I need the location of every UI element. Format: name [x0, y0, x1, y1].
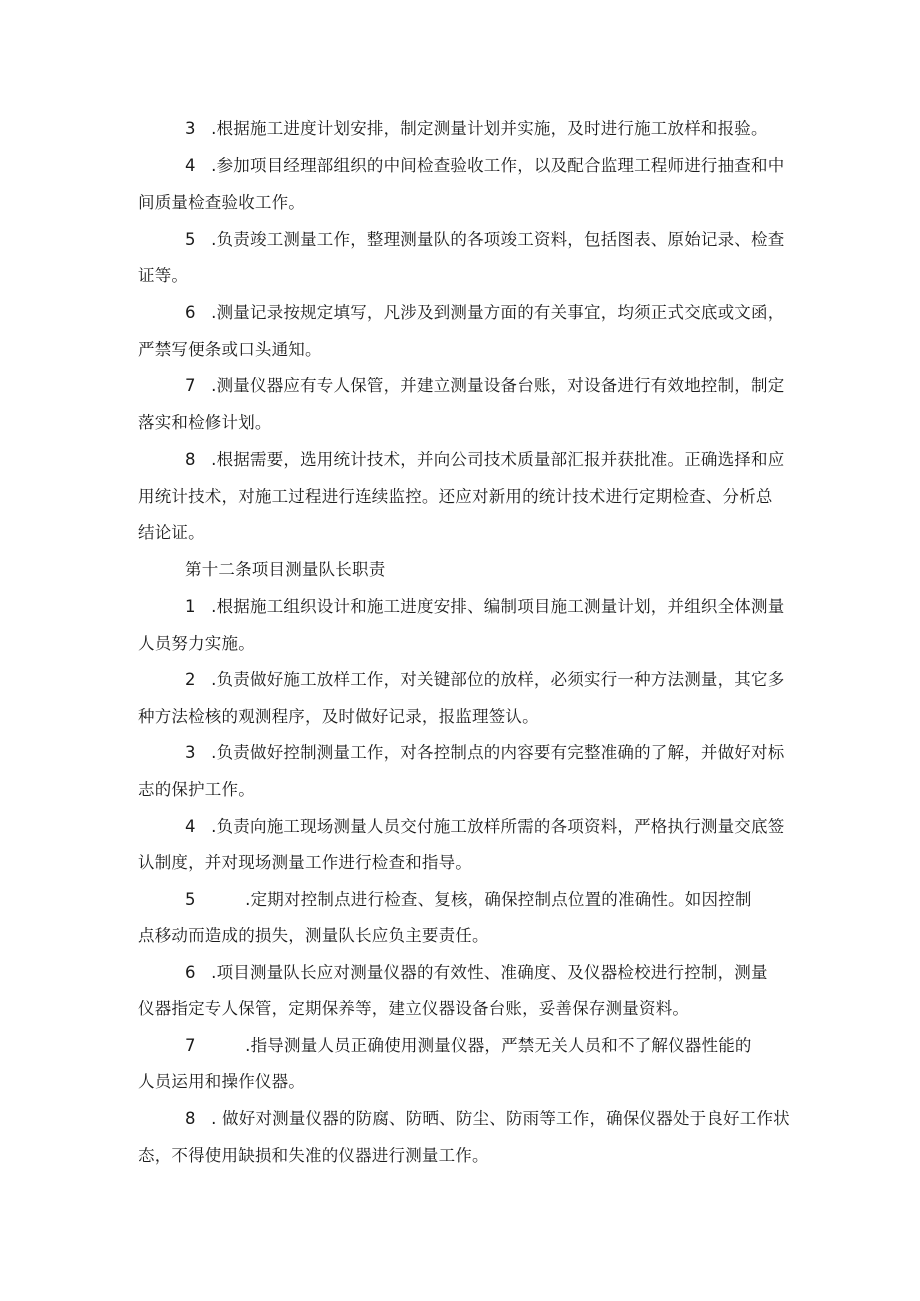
item-text: .测量仪器应有专人保管，并建立测量设备台账，对设备进行有效地控制，制定: [211, 376, 785, 395]
list-item-b3-line1: [185, 742, 784, 764]
list-item-b1-line1: [185, 596, 784, 618]
item-text: . 做好对测量仪器的防腐、防晒、防尘、防雨等工作，确保仪器处于良好工作状: [211, 1109, 790, 1128]
list-item-b3-line2: 志的保护工作。: [138, 780, 255, 799]
item-text: .根据施工进度计划安排，制定测量计划并实施，及时进行施工放样和报验。: [211, 119, 768, 138]
item-text: .负责做好控制测量工作，对各控制点的内容要有完整准确的了解，并做好对标: [211, 743, 785, 762]
item-number: 3: [185, 119, 196, 138]
item-text: .指导测量人员正确使用测量仪器，严禁无关人员和不了解仪器性能的: [245, 1036, 752, 1055]
list-item-a6-line1: [185, 302, 784, 324]
item-number: 5: [185, 890, 196, 909]
list-item-b8-line1: [185, 1108, 790, 1130]
item-number: 1: [185, 597, 196, 616]
item-text: .测量记录按规定填写，凡涉及到测量方面的有关事宜，均须正式交底或文函，: [211, 303, 785, 322]
item-number: 3: [185, 743, 196, 762]
list-item-a7-line1: [185, 375, 784, 397]
item-text: .根据施工组织设计和施工进度安排、编制项目施工测量计划，并组织全体测量: [211, 597, 785, 616]
item-number: 4: [185, 156, 196, 175]
item-text: .负责做好施工放样工作，对关键部位的放样，必须实行一种方法测量，其它多: [211, 670, 785, 689]
list-item-a6-line2: 严禁写便条或口头通知。: [138, 340, 322, 359]
item-number: 7: [185, 376, 196, 395]
list-item-b5-line1: [185, 889, 752, 911]
item-number: 6: [185, 963, 196, 982]
item-text: .项目测量队长应对测量仪器的有效性、准确度、及仪器检校进行控制，测量: [211, 963, 768, 982]
list-item-b7-line2: 人员运用和操作仪器。: [138, 1072, 305, 1091]
list-item-a7-line2: 落实和检修计划。: [138, 413, 272, 432]
list-item-b2-line2: 种方法检核的观测程序，及时做好记录，报监理签认。: [138, 707, 539, 726]
list-item-b2-line1: [185, 669, 784, 691]
list-item-a8-line2: 用统计技术，对施工过程进行连续监控。还应对新用的统计技术进行定期检查、分析总: [138, 487, 773, 506]
item-number: 2: [185, 670, 196, 689]
list-item-b5-line2: 点移动而造成的损失，测量队长应负主要责任。: [138, 926, 489, 945]
list-item-b1-line2: 人员努力实施。: [138, 634, 255, 653]
list-item-a5-line2: 证等。: [138, 266, 189, 285]
list-item-b4-line1: [185, 816, 784, 838]
list-item-b6-line2: 仪器指定专人保管，定期保养等，建立仪器设备台账，妥善保存测量资料。: [138, 999, 690, 1018]
list-item-b6-line1: [185, 962, 768, 984]
list-item-a4-line1: [185, 155, 784, 177]
list-item-a8-line3: 结论证。: [138, 523, 205, 542]
list-item-b7-line1: [185, 1035, 752, 1057]
list-item-a5-line1: [185, 229, 784, 251]
list-item-a3-line1: [185, 118, 768, 140]
item-text: .负责竣工测量工作，整理测量队的各项竣工资料，包括图表、原始记录、检查: [211, 230, 785, 249]
list-item-a8-line1: [185, 449, 784, 471]
item-text: .参加项目经理部组织的中间检查验收工作，以及配合监理工程师进行抽查和中: [211, 156, 785, 175]
item-text: .定期对控制点进行检查、复核，确保控制点位置的准确性。如因控制: [245, 890, 752, 909]
item-text: .根据需要，选用统计技术，并向公司技术质量部汇报并获批准。正确选择和应: [211, 450, 785, 469]
item-number: 4: [185, 817, 196, 836]
item-text: .负责向施工现场测量人员交付施工放样所需的各项资料，严格执行测量交底签: [211, 817, 785, 836]
item-number: 7: [185, 1036, 196, 1055]
item-number: 6: [185, 303, 196, 322]
list-item-b8-line2: 态，不得使用缺损和失准的仪器进行测量工作。: [138, 1146, 489, 1165]
section-title: 第十二条项目测量队长职责: [185, 560, 386, 579]
item-number: 8: [185, 450, 196, 469]
item-number: 8: [185, 1109, 196, 1128]
list-item-a4-line2: 间质量检查验收工作。: [138, 193, 305, 212]
item-number: 5: [185, 230, 196, 249]
list-item-b4-line2: 认制度，并对现场测量工作进行检查和指导。: [138, 853, 472, 872]
